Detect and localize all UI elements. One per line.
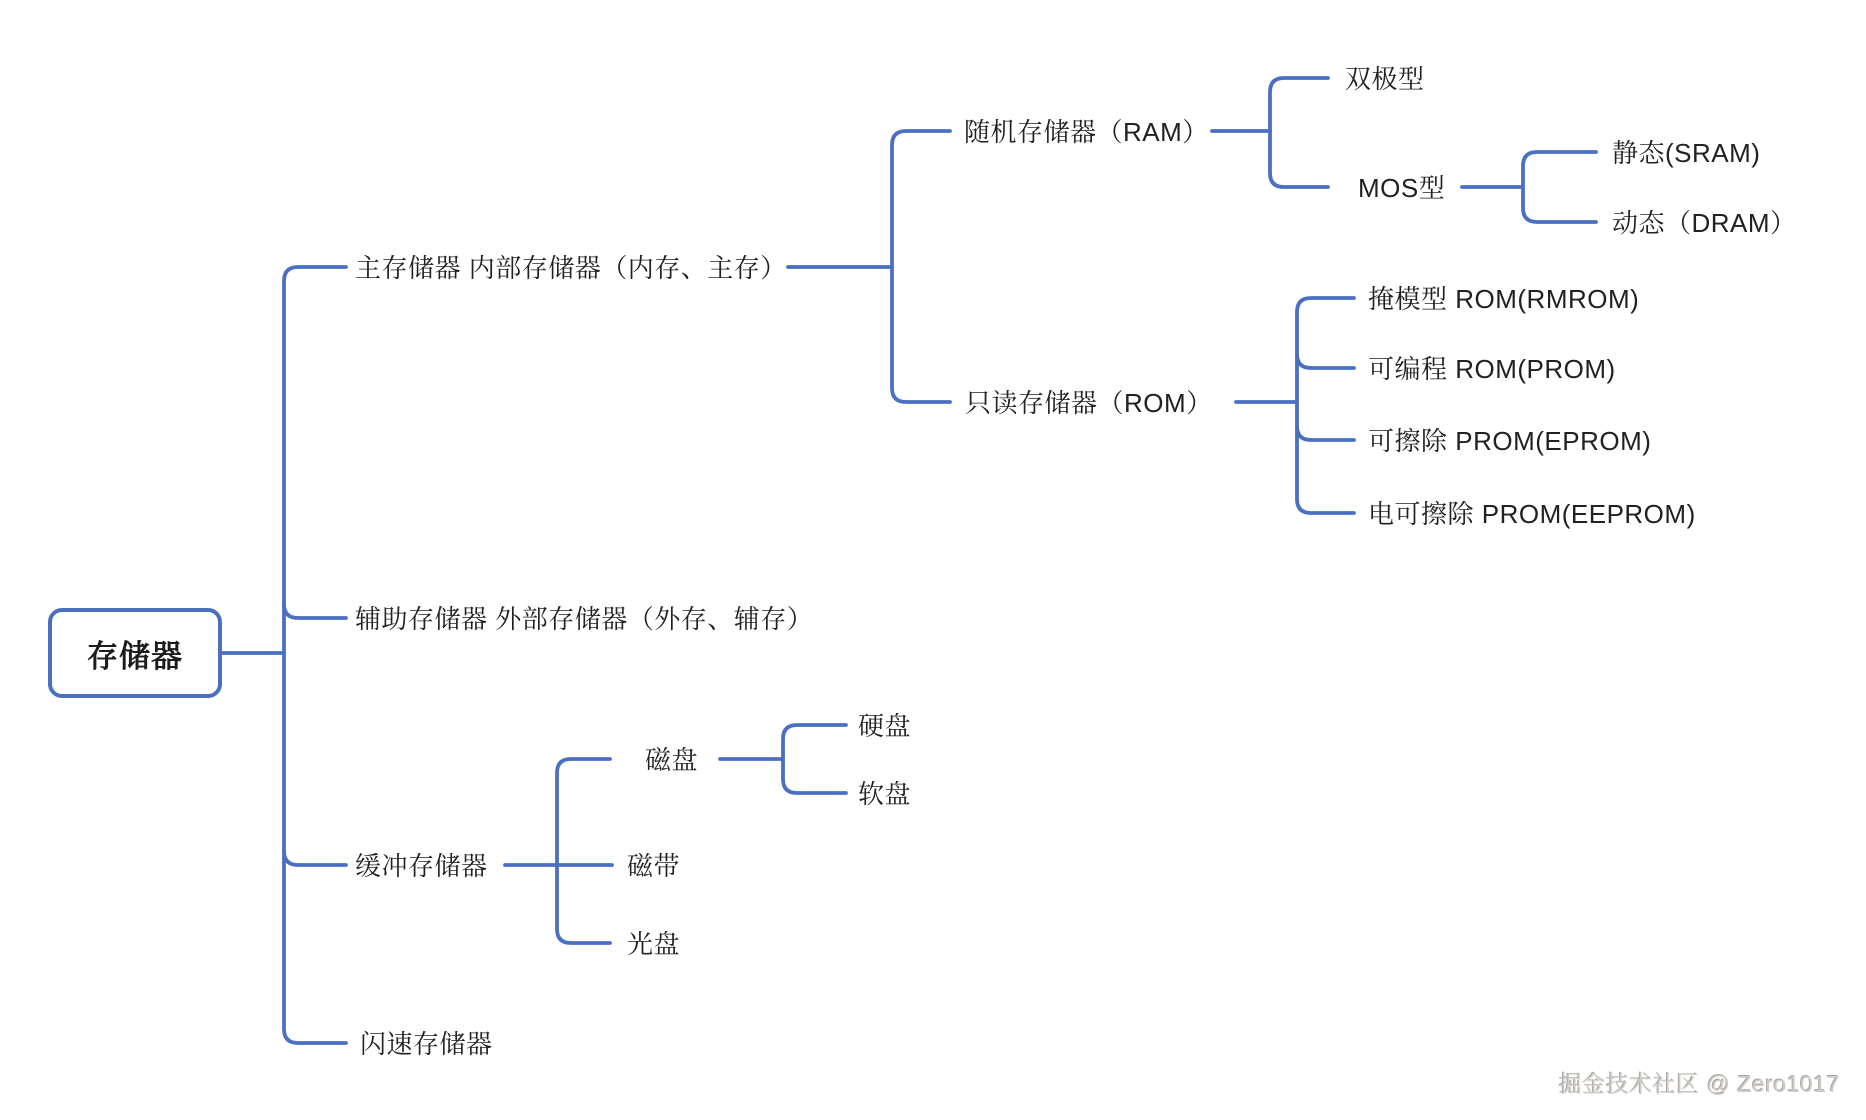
node-optical-disc[interactable]: 光盘 — [627, 928, 681, 959]
node-magnetic-tape[interactable]: 磁带 — [627, 850, 681, 881]
node-prom[interactable]: 可编程 ROM(PROM) — [1368, 353, 1616, 384]
node-eprom[interactable]: 可擦除 PROM(EPROM) — [1368, 425, 1652, 456]
node-flash-memory[interactable]: 闪速存储器 — [360, 1028, 493, 1059]
node-hard-disk[interactable]: 硬盘 — [858, 710, 912, 741]
node-floppy-disk[interactable]: 软盘 — [858, 778, 912, 809]
node-root[interactable]: 存储器 — [48, 608, 222, 698]
edge-rom-children-outer — [1297, 298, 1354, 513]
node-main-memory[interactable]: 主存储器 内部存储器（内存、主存） — [355, 252, 787, 283]
edge-ram-children — [1270, 78, 1328, 187]
edge-mos-children — [1523, 152, 1596, 222]
edge-disk-children — [783, 725, 846, 793]
edge-main-children — [892, 131, 950, 402]
node-eeprom[interactable]: 电可擦除 PROM(EEPROM) — [1368, 498, 1696, 529]
edge-fork-aux — [284, 604, 346, 618]
node-mask-rom[interactable]: 掩模型 ROM(RMROM) — [1368, 283, 1640, 314]
edge-fork-buffer — [284, 851, 346, 865]
node-magnetic-disk[interactable]: 磁盘 — [645, 744, 699, 775]
watermark: 掘金技术社区 @ Zero1017 — [1558, 1071, 1840, 1097]
node-dram[interactable]: 动态（DRAM） — [1612, 207, 1797, 238]
node-aux-memory[interactable]: 辅助存储器 外部存储器（外存、辅存） — [355, 603, 814, 634]
node-sram[interactable]: 静态(SRAM) — [1612, 137, 1761, 168]
node-buffer-memory[interactable]: 缓冲存储器 — [355, 850, 488, 881]
node-mos[interactable]: MOS型 — [1358, 172, 1446, 203]
edge-buffer-children — [557, 759, 610, 943]
node-rom[interactable]: 只读存储器（ROM） — [965, 387, 1213, 418]
node-bipolar[interactable]: 双极型 — [1345, 63, 1425, 94]
node-ram[interactable]: 随机存储器（RAM） — [964, 116, 1209, 147]
edge-rom-fork-prom — [1297, 354, 1354, 368]
edge-trunk — [284, 267, 346, 1043]
edge-rom-fork-eprom — [1297, 426, 1354, 440]
